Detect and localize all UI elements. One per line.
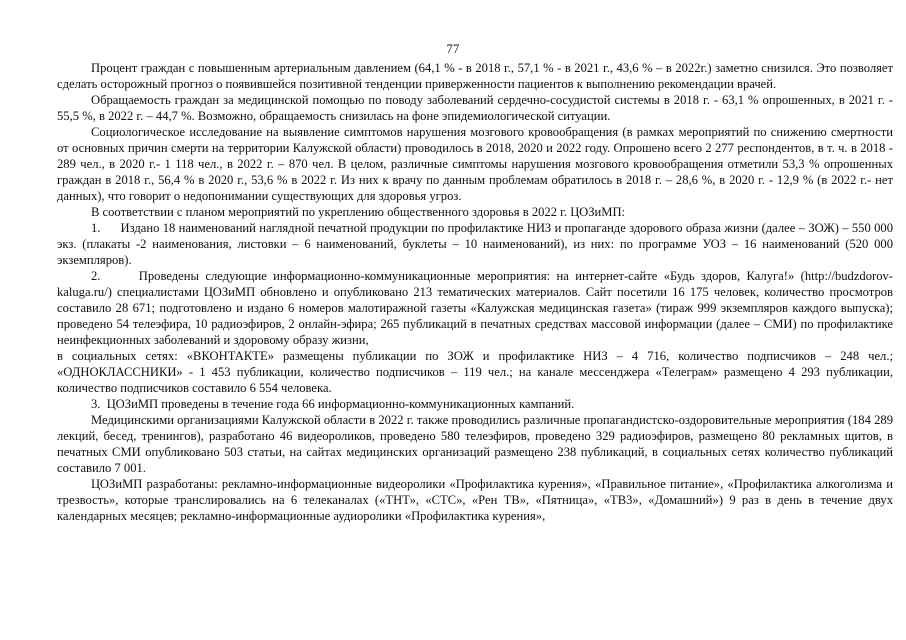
list-item-2: 2. Проведены следующие информационно-коммуникационные мероприятия: на интернет-сайте «Будь здоров, Калуга!» (http://budzdorov-kaluga.ru/) специалистами ЦОЗиМП обновлено и опубликовано 213 тематических материалов. Сайт посетили 16 175 человек, количество просмотров составило 28 671; подготовлено и издано 6 номеров малотиражной газеты «Калужская медицинская газета» (тираж 999 экземпляров каждого выпуска); проведено 54 телеэфира, 10 радиоэфиров, 2 онлайн-эфира; 265 публикаций в печатных средствах массовой информации (далее – СМИ) по профилактике неинфекционных заболеваний и здоровому образу жизни, <box>57 269 893 347</box>
paragraph-videos: ЦОЗиМП разработаны: рекламно-информационные видеоролики «Профилактика курения», «Правильное питание», «Профилактика алкоголизма и трезвость», которые транслировались на 6 телеканалах («ТНТ», «СТС», «Рен ТВ», «Пятница», «ТВ3», «Домашний») 9 раз в день в течение двух календарных месяцев; рекламно-информационные аудиоролики «Профилактика курения», <box>57 477 893 523</box>
page-number: 77 <box>446 42 460 56</box>
paragraph-social-networks: в социальных сетях: «ВКОНТАКТЕ» размещены публикации по ЗОЖ и профилактике НИЗ – 4 716, количество подписчиков – 248 чел.; «ОДНОКЛАССНИКИ» - 1 453 публикации, количество подписчиков – 119 чел.; на канале мессенджера «Телеграм» размещено 4 293 публикации, количество подписчиков составило 6 554 человека. <box>57 349 893 395</box>
page-body <box>57 60 893 524</box>
paragraph-plan-intro: В соответствии с планом мероприятий по укреплению общественного здоровья в 2022 г. ЦОЗиМП: <box>91 205 626 219</box>
list-item-3: 3. ЦОЗиМП проведены в течение года 66 информационно-коммуникационных кампаний. <box>91 397 575 411</box>
list-item-1: 1. Издано 18 наименований наглядной печатной продукции по профилактике НИЗ и пропаганде здорового образа жизни (далее – ЗОЖ) – 550 000 экз. (плакаты -2 наименования, листовки – 6 наименований, буклеты – 10 наименований), из них: по программе УОЗ – 16 наименований (520 000 экземпляров). <box>57 221 893 267</box>
paragraph-stroke-survey: Социологическое исследование на выявление симптомов нарушения мозгового кровообращения (в рамках мероприятий по снижению смертности от основных причин смерти на территории Калужской области) проводилось в 2018, 2020 и 2022 году. Опрошено всего 2 277 респондентов, в т. ч. в 2018 - 289 чел., в 2020 г.- 1 118 чел., в 2022 г. – 870 чел. В целом, различные симптомы нарушения мозгового кровообращения отметили 53,3 % опрошенных граждан в 2018 г., 56,4 % в 2020 г., 53,6 % в 2022 г. Из них к врачу по данным проблемам обратилось в 2018 г. – 28,6 %, в 2020 г. - 12,9 % (в 2022 г.- нет данных), что говорит о недопонимании существующих для здоровья угроз. <box>57 125 893 203</box>
paragraph-blood-pressure: Процент граждан с повышенным артериальным давлением (64,1 % - в 2018 г., 57,1 % - в 2021 г., 43,6 % – в 2022г.) заметно снизился. Это позволяет сделать осторожный прогноз о появившейся позитивной тенденции приверженности пациентов к выполнению рекомендации врачей. <box>57 61 893 91</box>
paragraph-medical-orgs: Медицинскими организациями Калужской области в 2022 г. также проводились различные пропагандистско-оздоровительные мероприятия (184 289 лекций, бесед, тренингов), разработано 46 видеороликов, проведено 580 телеэфиров, проведено 329 радиоэфиров, размещено 80 рекламных щитов, в печатных СМИ опубликовано 503 статьи, на сайтах медицинских организаций размещено 238 публикаций, в социальных сетях количество публикаций составило 7 001. <box>57 413 893 475</box>
paragraph-cardio-appeal: Обращаемость граждан за медицинской помощью по поводу заболеваний сердечно-сосудистой системы в 2018 г. - 63,1 % опрошенных, в 2021 г. - 55,5 %, в 2022 г. – 44,7 %. Возможно, обращаемость снизилась на фоне эпидемиологической ситуации. <box>57 93 893 123</box>
